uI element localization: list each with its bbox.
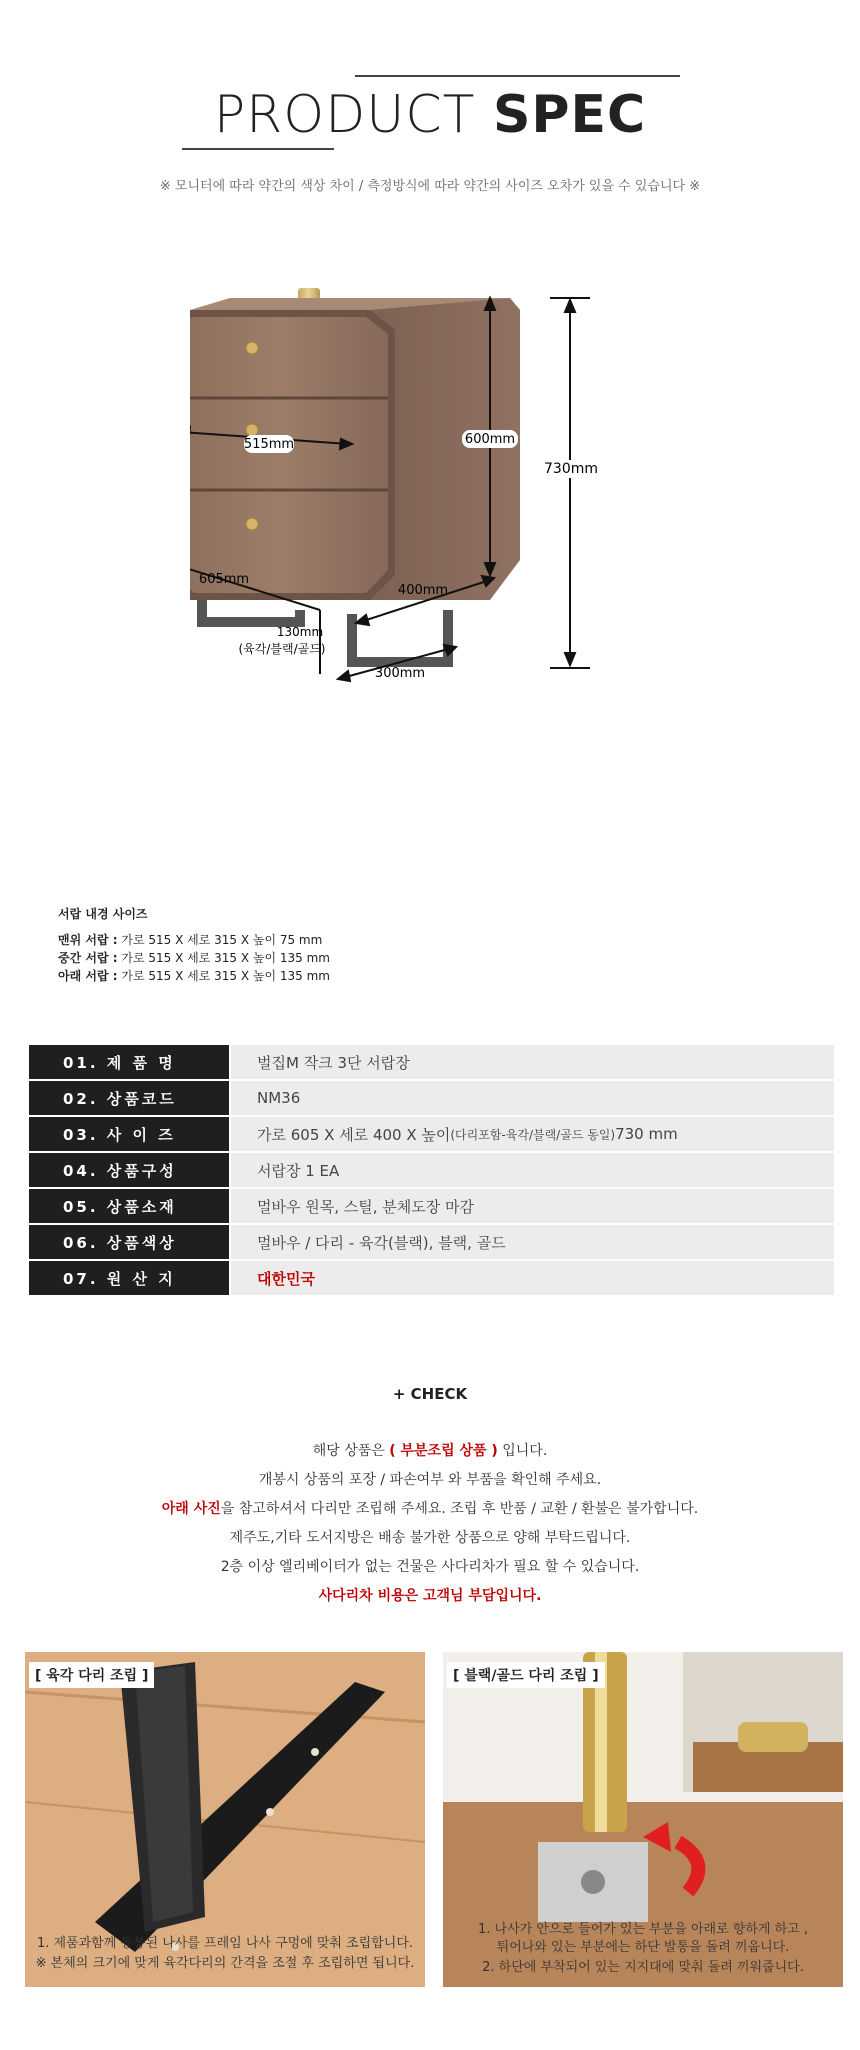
spec-value: 대한민국: [231, 1261, 834, 1295]
spec-key: 06. 상품색상: [29, 1225, 229, 1259]
header-rule-bottom: [182, 148, 334, 150]
spec-row-material: [29, 1189, 834, 1223]
spec-key: 05. 상품소재: [29, 1189, 229, 1223]
product-dimension-figure: [190, 270, 810, 900]
dim-leg-width: 300mm: [374, 666, 426, 681]
dim-total-height: 730mm: [544, 461, 598, 477]
spec-key: 07. 원 산 지: [29, 1261, 229, 1295]
spec-row-code: [29, 1081, 834, 1115]
dim-leg-height: 130mm: [276, 625, 324, 639]
spec-row-color: [29, 1225, 834, 1259]
check-line-2: 개봉시 상품의 포장 / 파손여부 와 부품을 확인해 주세요.: [258, 1472, 602, 1488]
gold-leg-caption-3: 2. 하단에 부착되어 있는 지지대에 맞춰 돌려 끼워줍니다.: [482, 1960, 804, 1975]
spec-table: [29, 1045, 834, 1297]
check-title: + CHECK: [392, 1385, 468, 1403]
hex-leg-caption-2: ※ 본체의 크기에 맞게 육각다리의 간격을 조절 후 조립하면 됩니다.: [35, 1956, 415, 1971]
page-title: [0, 85, 860, 145]
gold-leg-caption-1: 1. 나사가 안으로 들어가 있는 부분을 아래로 향하게 하고 ,: [477, 1922, 808, 1937]
check-line-1: 해당 상품은 ( 부분조립 상품 ) 입니다.: [312, 1443, 548, 1459]
color-size-notice: ※ 모니터에 따라 약간의 색상 차이 / 측정방식에 따라 약간의 사이즈 오차가 있을 수 있습니다 ※: [159, 179, 701, 194]
check-section: [0, 1385, 860, 1611]
black-gold-leg-tag: [ 블랙/골드 다리 조립 ]: [447, 1662, 605, 1688]
dim-body-height: 600mm: [464, 432, 516, 447]
title-bold: SPEC: [492, 85, 647, 145]
check-line-4: 제주도,기타 도서지방은 배송 불가한 상품으로 양해 부탁드립니다.: [229, 1530, 631, 1546]
hex-leg-assembly-photo: [25, 1652, 425, 1987]
spec-row-size: [29, 1117, 834, 1151]
dim-width: 605mm: [198, 572, 250, 587]
inner-size-row-top: 맨위 서랍 : 가로 515 X 세로 315 X 높이 75 mm: [58, 933, 323, 947]
dim-drawer-width: 515mm: [243, 437, 295, 452]
hex-leg-tag: [ 육각 다리 조립 ]: [29, 1662, 154, 1688]
spec-row-origin: [29, 1261, 834, 1295]
title-light: PRODUCT: [213, 85, 476, 145]
spec-value: 서랍장 1 EA: [231, 1153, 834, 1187]
spec-value: 멀바우 / 다리 - 육각(블랙), 블랙, 골드: [231, 1225, 834, 1259]
spec-key: 02. 상품코드: [29, 1081, 229, 1115]
black-gold-leg-assembly-photo: [443, 1652, 843, 1987]
spec-value: NM36: [231, 1081, 834, 1115]
check-line-3: 아래 사진을 참고하셔서 다리만 조립해 주세요. 조립 후 반품 / 교환 / 환불은 불가합니다.: [161, 1501, 699, 1517]
spec-value: 벌집M 작크 3단 서랍장: [231, 1045, 834, 1079]
cabinet-body: [190, 298, 520, 600]
spec-value: 가로 605 X 세로 400 X 높이 (다리포함-육각/블랙/골드 동일) 730 mm: [231, 1117, 834, 1151]
spec-row-name: [29, 1045, 834, 1079]
dim-leg-note: (육각/블랙/골드): [238, 642, 326, 656]
inner-sizes-title: 서랍 내경 사이즈: [58, 907, 148, 921]
dim-depth: 400mm: [397, 583, 449, 598]
spec-key: 01. 제 품 명: [29, 1045, 229, 1079]
spec-row-composition: [29, 1153, 834, 1187]
spec-key: 03. 사 이 즈: [29, 1117, 229, 1151]
drawer-inner-sizes: [58, 905, 330, 985]
gold-leg-caption-2: 튀어나와 있는 부분에는 하단 발통을 돌려 끼웁니다.: [496, 1940, 790, 1955]
hex-leg-caption-1: 1. 제품과함께 동봉된 나사를 프레임 나사 구멍에 맞춰 조립합니다.: [36, 1936, 414, 1951]
inner-size-row-bottom: 아래 서랍 : 가로 515 X 세로 315 X 높이 135 mm: [58, 969, 330, 983]
check-line-5: 2층 이상 엘리베이터가 없는 건물은 사다리차가 필요 할 수 있습니다.: [220, 1559, 640, 1575]
header-rule-top: [355, 75, 680, 77]
inner-size-row-middle: 중간 서랍 : 가로 515 X 세로 315 X 높이 135 mm: [58, 951, 330, 965]
check-line-6: 사다리차 비용은 고객님 부담입니다.: [318, 1588, 542, 1604]
spec-value: 멀바우 원목, 스틸, 분체도장 마감: [231, 1189, 834, 1223]
spec-key: 04. 상품구성: [29, 1153, 229, 1187]
